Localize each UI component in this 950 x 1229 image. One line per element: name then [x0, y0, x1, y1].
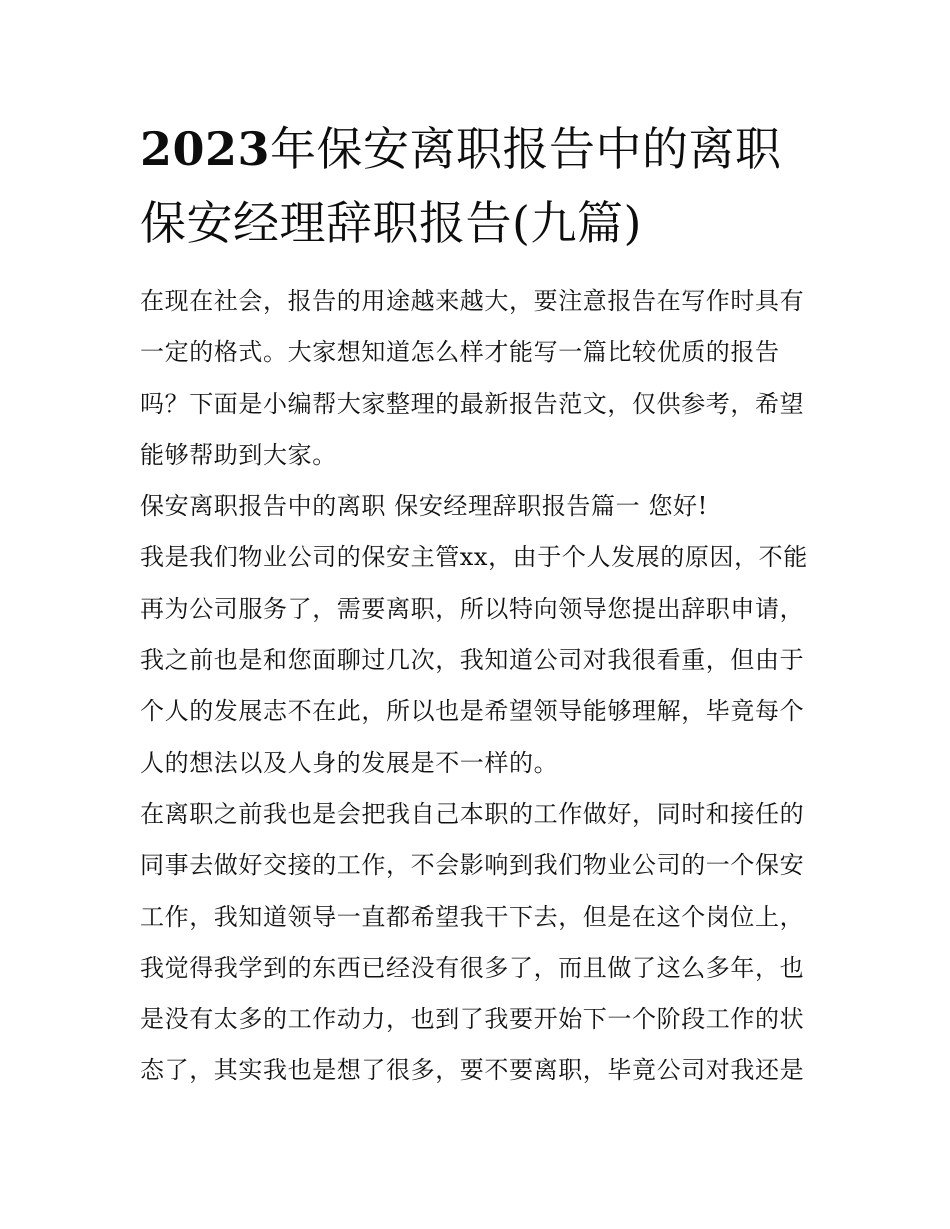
- title-text: 年保安离职报告中的离职保安经理辞职报告(九篇): [140, 122, 782, 250]
- title-year: 2023: [140, 122, 271, 176]
- body-paragraph: 我是我们物业公司的保安主管xx，由于个人发展的原因，不能再为公司服务了，需要离职，所以特向领导您提出辞职申请，我之前也是和您面聊过几次，我知道公司对我很看重，但由于个人的发展志不在此，所以也是希望领导能够理解，毕竟每个人的想法以及人身的发展是不一样的。: [140, 543, 808, 777]
- section-heading-paragraph: 保安离职报告中的离职 保安经理辞职报告篇一 您好!: [140, 492, 708, 521]
- body-paragraph: 在离职之前我也是会把我自己本职的工作做好，同时和接任的同事去做好交接的工作，不会影响到我们物业公司的一个保安工作，我知道领导一直都希望我干下去，但是在这个岗位上，我觉得我学到的东西已经没有很多了，而且做了这么多年，也是没有太多的工作动力，也到了我要开始下一个阶段工作的状态了，其实我也是想了很多，要不要离职，毕竟公司对我还是: [140, 799, 805, 1085]
- intro-paragraph: 在现在社会，报告的用途越来越大，要注意报告在写作时具有一定的格式。大家想知道怎么样才能写一篇比较优质的报告吗？下面是小编帮大家整理的最新报告范文，仅供参考，希望能够帮助到大家。: [140, 287, 805, 469]
- document-title: [140, 112, 820, 260]
- document-body: [140, 276, 816, 1097]
